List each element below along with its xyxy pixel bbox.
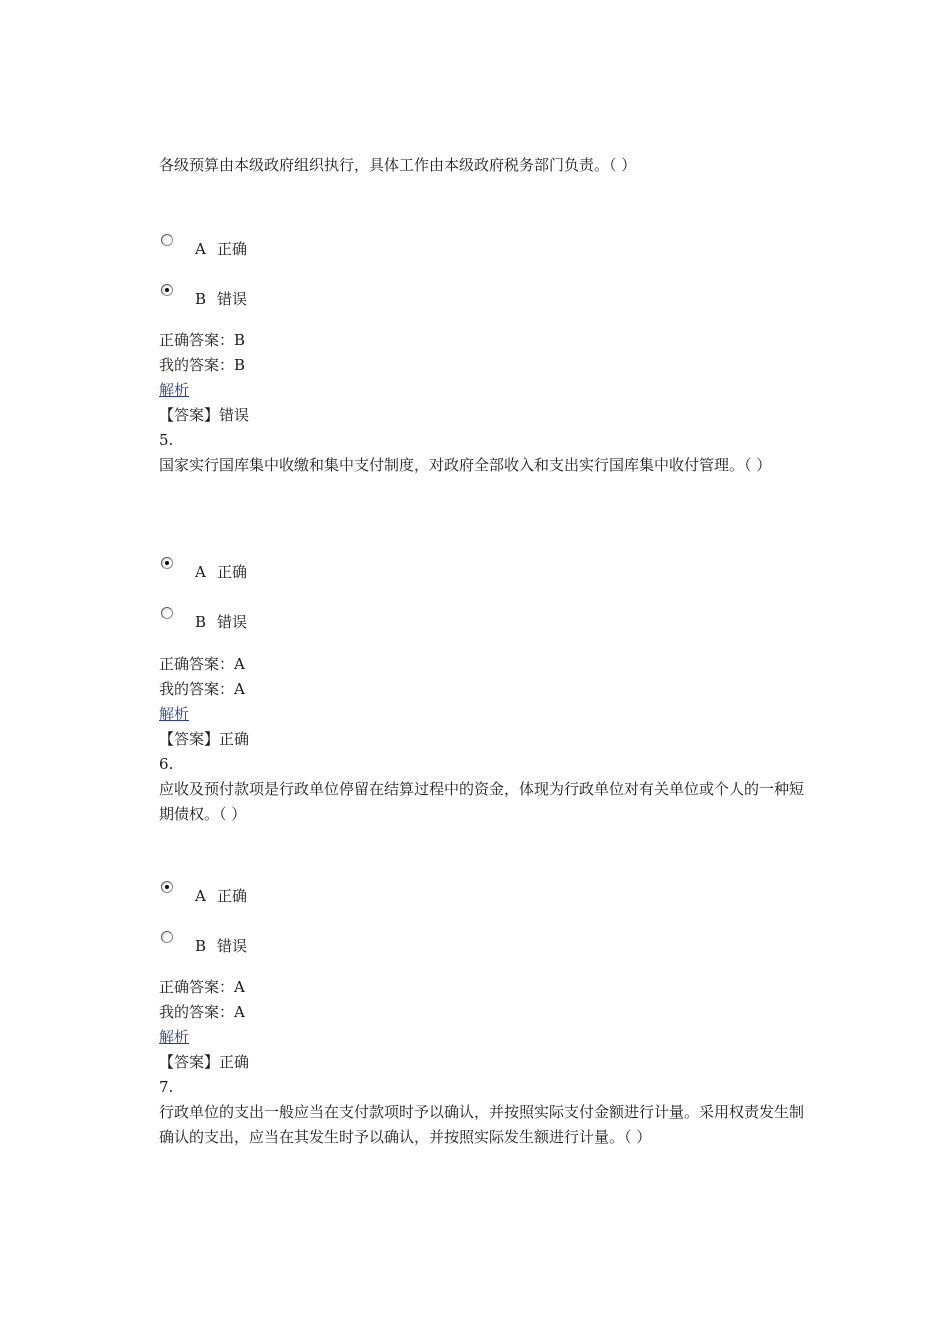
answer-explanation: 【答案】正确 bbox=[159, 730, 250, 748]
option-letter: B bbox=[195, 613, 207, 631]
option-a[interactable] bbox=[159, 557, 359, 587]
analysis-link[interactable]: 解析 bbox=[159, 1028, 190, 1046]
question-text: 行政单位的支出一般应当在支付款项时予以确认，并按照实际支付金额进行计量。采用权责发生制确认的支出，应当在其发生时予以确认，并按照实际发生额进行计量。（ ） bbox=[159, 1103, 805, 1146]
my-answer: 我的答案：B bbox=[159, 356, 246, 374]
option-a[interactable] bbox=[159, 881, 359, 911]
correct-answer: 正确答案：A bbox=[159, 978, 245, 996]
radio-selected-icon[interactable] bbox=[161, 881, 173, 893]
option-letter: B bbox=[195, 937, 207, 955]
option-label: 正确 bbox=[217, 563, 248, 581]
option-label: 正确 bbox=[217, 240, 248, 258]
question-number: 7. bbox=[159, 1078, 174, 1096]
analysis-link[interactable]: 解析 bbox=[159, 705, 190, 723]
option-b[interactable] bbox=[159, 931, 359, 961]
answer-explanation: 【答案】错误 bbox=[159, 406, 250, 424]
option-label: 正确 bbox=[217, 887, 248, 905]
radio-selected-icon[interactable] bbox=[161, 557, 173, 569]
my-answer: 我的答案：A bbox=[159, 1003, 245, 1021]
question-text: 各级预算由本级政府组织执行，具体工作由本级政府税务部门负责。（ ） bbox=[159, 156, 637, 174]
question-number: 5. bbox=[159, 431, 174, 449]
question-text: 国家实行国库集中收缴和集中支付制度，对政府全部收入和支出实行国库集中收付管理。（ ） bbox=[159, 456, 772, 474]
radio-unselected-icon[interactable] bbox=[161, 607, 173, 619]
option-b[interactable] bbox=[159, 284, 359, 314]
answer-explanation: 【答案】正确 bbox=[159, 1053, 250, 1071]
option-letter: A bbox=[195, 887, 206, 905]
analysis-link[interactable]: 解析 bbox=[159, 381, 190, 399]
option-label: 错误 bbox=[217, 613, 248, 631]
question-number: 6. bbox=[159, 755, 174, 773]
option-a[interactable] bbox=[159, 234, 359, 264]
option-letter: B bbox=[195, 290, 207, 308]
option-label: 错误 bbox=[217, 290, 248, 308]
option-letter: A bbox=[195, 563, 206, 581]
radio-selected-icon[interactable] bbox=[161, 284, 173, 296]
option-b[interactable] bbox=[159, 607, 359, 637]
option-label: 错误 bbox=[217, 937, 248, 955]
correct-answer: 正确答案：B bbox=[159, 331, 246, 349]
my-answer: 我的答案：A bbox=[159, 680, 245, 698]
question-text: 应收及预付款项是行政单位停留在结算过程中的资金，体现为行政单位对有关单位或个人的一种短期债权。（ ） bbox=[159, 780, 805, 823]
option-letter: A bbox=[195, 240, 206, 258]
radio-unselected-icon[interactable] bbox=[161, 931, 173, 943]
correct-answer: 正确答案：A bbox=[159, 655, 245, 673]
radio-unselected-icon[interactable] bbox=[161, 234, 173, 246]
